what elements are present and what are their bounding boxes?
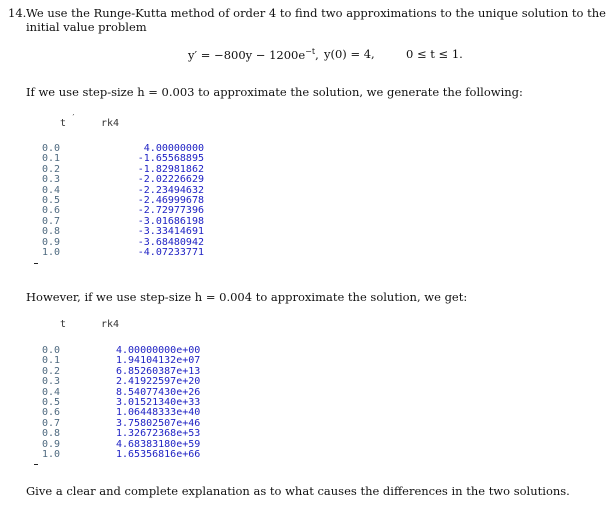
table2-t-cell: 0.8 xyxy=(42,428,61,440)
table2-rk4-cell: 1.06448333e+40 xyxy=(116,407,201,419)
table1-rk4-cell: -3.68480942 xyxy=(137,236,204,248)
table1-rk4-cell: -2.02226629 xyxy=(137,174,204,186)
table1-t-column xyxy=(42,144,60,258)
table1-rk4-cell: -2.46999678 xyxy=(137,194,204,206)
table2-rk4-cell: 2.41922597e+20 xyxy=(116,376,201,388)
table1-t-cell: 0.0 xyxy=(42,143,61,154)
table1-rk4-cell: -3.01686198 xyxy=(137,215,204,227)
table1-rk4-cell: -4.07233771 xyxy=(137,246,204,258)
table2-rk4-cell: 1.94104132e+07 xyxy=(116,355,201,367)
table2-rk4-cell: 4.00000000e+00 xyxy=(116,345,201,356)
second-run-text: However, if we use step-size h = 0.004 to approximate the solution, we get: xyxy=(26,290,468,304)
problem-number: 14. xyxy=(8,6,27,20)
table2-rk4-cell: 3.01521340e+33 xyxy=(116,396,201,408)
interval: 0 ≤ t ≤ 1. xyxy=(406,47,463,61)
table2-t-cell: 0.4 xyxy=(42,386,61,398)
table1-t-cell: 0.6 xyxy=(42,205,61,217)
table1-rk4-cell: -3.33414691 xyxy=(137,226,204,238)
table1-t-cell: 0.1 xyxy=(42,153,61,165)
question-text: Give a clear and complete explanation as to what causes the differences in the two solutions. xyxy=(26,484,570,498)
table1-t-cell: 1.0 xyxy=(42,246,61,258)
table2-rk4-column xyxy=(116,346,200,460)
table1-t-cell: 0.3 xyxy=(42,174,61,186)
table2-t-cell: 0.6 xyxy=(42,407,61,419)
table2-t-cell: 0.0 xyxy=(42,345,61,356)
ode-tail: , xyxy=(315,47,319,62)
table2-header-rk4: rk4 xyxy=(101,319,120,330)
table2-t-cell: 0.5 xyxy=(42,396,61,408)
table2-t-column xyxy=(42,346,60,460)
table1-header-rk4: rk4 xyxy=(101,118,120,129)
table1-t-cell: 0.5 xyxy=(42,194,61,206)
intro-line-1: We use the Runge-Kutta method of order 4 to find two approximations to the unique solution to the xyxy=(26,6,606,20)
table1-rk4-cell: -2.72977396 xyxy=(137,205,204,217)
table1-rk4-cell: -1.82981862 xyxy=(137,163,204,175)
table2-end-mark xyxy=(34,464,38,465)
table2-rk4-cell: 8.54077430e+26 xyxy=(116,386,201,398)
intro-line-2: initial value problem xyxy=(26,20,147,34)
first-run-text: If we use step-size h = 0.003 to approximate the solution, we generate the following: xyxy=(26,85,523,99)
table1-t-cell: 0.8 xyxy=(42,226,61,238)
ode-equation xyxy=(188,47,319,62)
table2-t-cell: 0.1 xyxy=(42,355,61,367)
table2-t-cell: 0.3 xyxy=(42,376,61,388)
table2-t-cell: 0.2 xyxy=(42,365,61,377)
table2-rk4-cell: 4.68383180e+59 xyxy=(116,438,201,450)
initial-condition: y(0) = 4, xyxy=(324,47,375,61)
table1-t-cell: 0.7 xyxy=(42,215,61,227)
table1-rk4-column xyxy=(100,144,204,258)
table2-rk4-cell: 1.32672368e+53 xyxy=(116,428,201,440)
table1-t-cell: 0.2 xyxy=(42,163,61,175)
table2-t-cell: 1.0 xyxy=(42,448,61,460)
table1-rk4-cell: -2.23494632 xyxy=(137,184,204,196)
table1-rk4-cell: 4.00000000 xyxy=(143,143,204,154)
table1-header-t-prime: ′ xyxy=(71,113,76,122)
table2-rk4-cell: 6.85260387e+13 xyxy=(116,365,201,377)
ode-text: y′ = −800y − 1200e xyxy=(188,47,306,62)
table1-header-t: t xyxy=(60,118,67,129)
table2-header-t: t xyxy=(60,319,67,330)
table2-rk4-cell: 1.65356816e+66 xyxy=(116,448,201,460)
table2-rk4-cell: 3.75802507e+46 xyxy=(116,417,201,429)
table1-end-mark xyxy=(34,263,38,264)
table1-t-cell: 0.9 xyxy=(42,236,61,248)
table1-t-cell: 0.4 xyxy=(42,184,61,196)
ode-exponent: −t xyxy=(305,47,316,56)
table2-t-cell: 0.7 xyxy=(42,417,61,429)
table2-t-cell: 0.9 xyxy=(42,438,61,450)
table1-rk4-cell: -1.65568895 xyxy=(137,153,204,165)
